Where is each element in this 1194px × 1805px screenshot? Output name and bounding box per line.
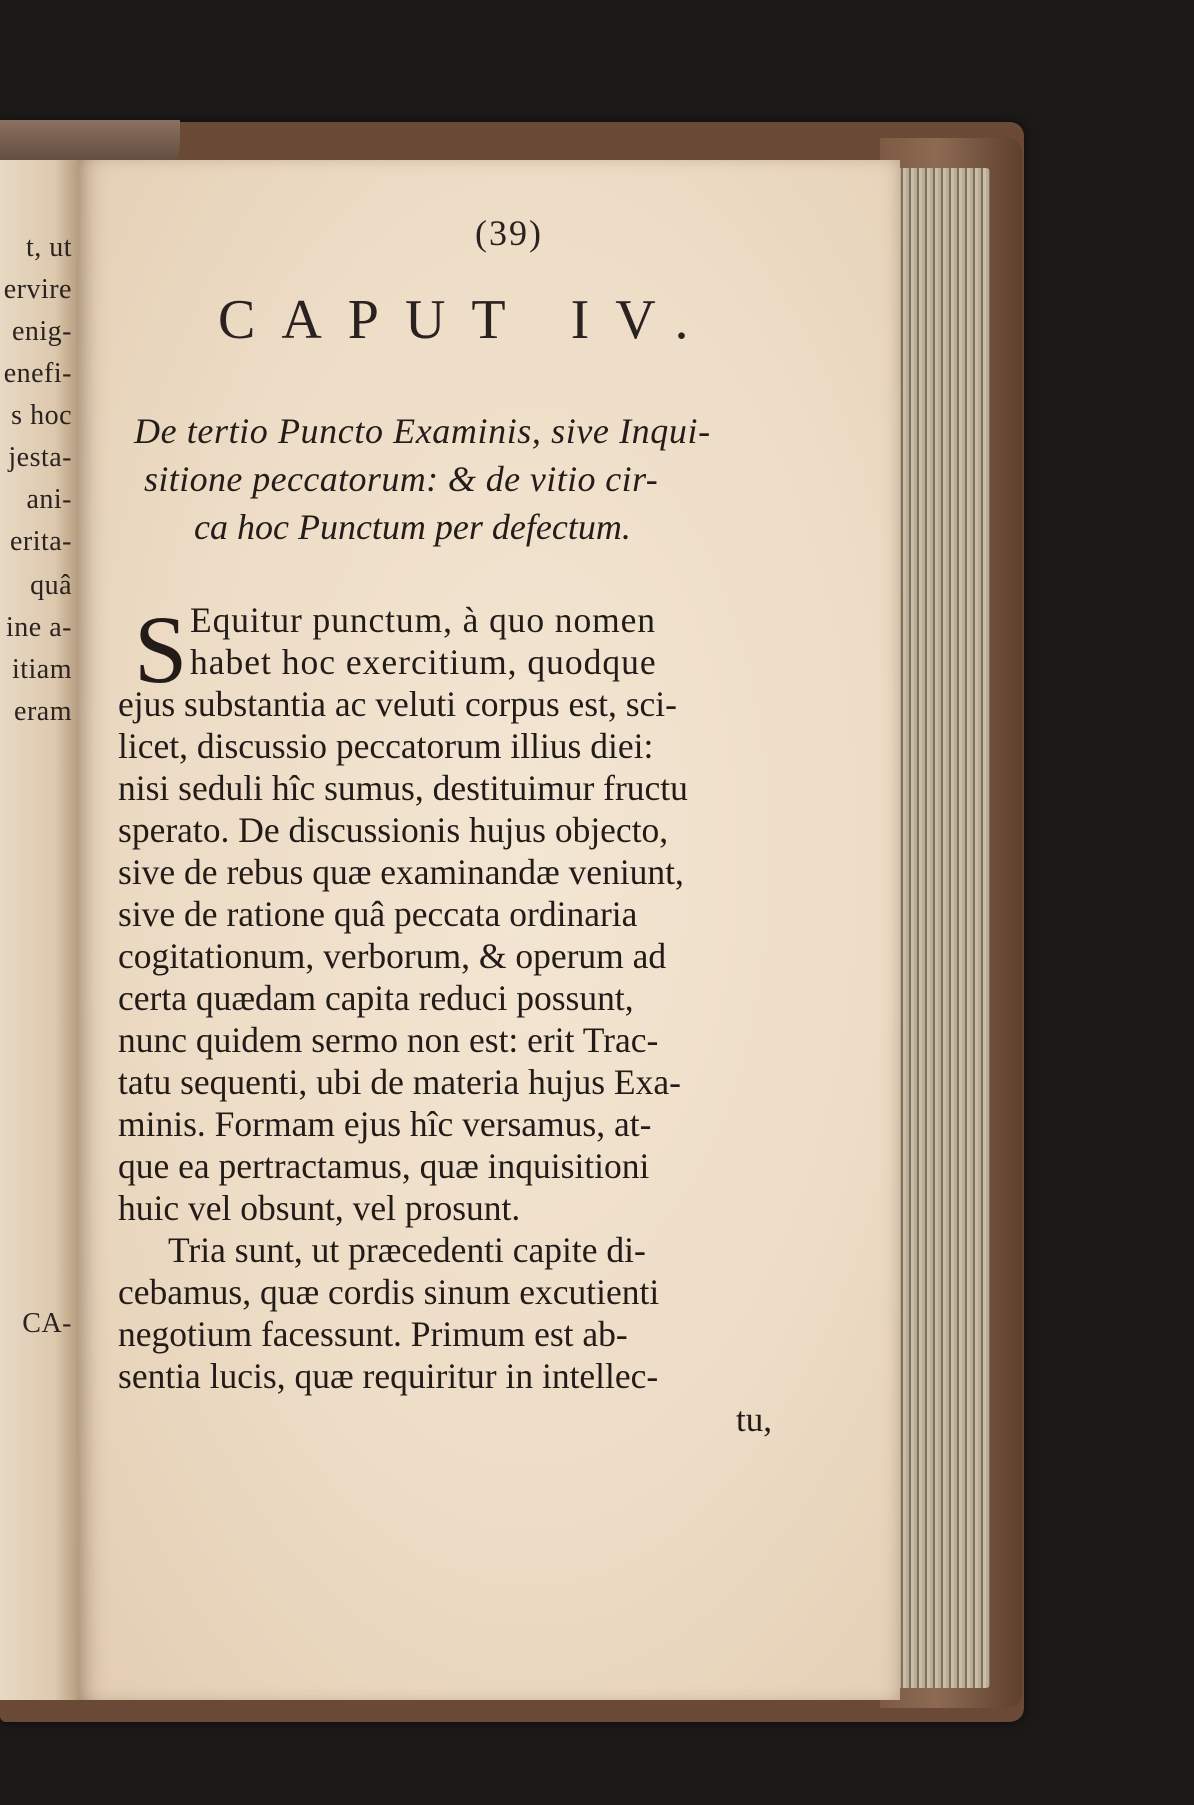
left-page-line: quâ: [30, 570, 72, 601]
body-line: nisi seduli hîc sumus, destituimur fructu: [118, 768, 688, 808]
body-line: negotium facessunt. Primum est ab-: [118, 1314, 628, 1354]
body-line: habet hoc exercitium, quodque: [190, 642, 657, 682]
body-line: nunc quidem sermo non est: erit Trac-: [118, 1020, 659, 1060]
body-line: sperato. De discussionis hujus objecto,: [118, 810, 669, 850]
left-page-line: eram: [14, 696, 72, 727]
page-edges: [890, 168, 990, 1688]
left-page-line: itiam: [11, 654, 72, 685]
left-page-line: s hoc: [11, 400, 72, 431]
left-page-catchword: CA-: [22, 1308, 72, 1339]
subtitle-line: De tertio Puncto Examinis, sive Inqui-: [134, 411, 711, 451]
chapter-title: CAPUT IV.: [218, 289, 715, 351]
left-facing-page: [0, 160, 78, 1700]
body-line: Tria sunt, ut præcedenti capite di-: [168, 1230, 646, 1270]
body-line: cogitationum, verborum, & operum ad: [118, 936, 667, 976]
catchword: tu,: [736, 1400, 772, 1439]
subtitle-line: ca hoc Punctum per defectum.: [194, 507, 631, 547]
left-page-line: ine a-: [6, 612, 72, 643]
subtitle-line: sitione peccatorum: & de vitio cir-: [144, 459, 659, 499]
page-number: (39): [475, 213, 543, 253]
body-line: que ea pertractamus, quæ inquisitioni: [118, 1146, 650, 1186]
drop-cap: S: [134, 596, 188, 703]
book-page: [78, 160, 900, 1700]
body-line: sive de rebus quæ examinandæ veniunt,: [118, 852, 684, 892]
body-line: huic vel obsunt, vel prosunt.: [118, 1188, 521, 1228]
body-line: ejus substantia ac veluti corpus est, sci-: [118, 684, 677, 724]
body-line: cebamus, quæ cordis sinum excutienti: [118, 1272, 660, 1312]
body-line: tatu sequenti, ubi de materia hujus Exa-: [118, 1062, 681, 1102]
body-line: minis. Formam ejus hîc versamus, at-: [118, 1104, 652, 1144]
left-page-line: erita-: [9, 526, 72, 557]
body-line: sive de ratione quâ peccata ordinaria: [118, 894, 638, 934]
left-page-line: jesta-: [8, 442, 72, 473]
body-line: sentia lucis, quæ requiritur in intellec-: [118, 1356, 659, 1396]
body-line: Equitur punctum, à quo nomen: [190, 600, 656, 640]
left-page-line: t, ut: [25, 232, 72, 263]
body-line: licet, discussio peccatorum illius diei:: [118, 726, 654, 766]
left-page-line: ani-: [26, 484, 72, 515]
left-page-line: enefi-: [3, 358, 72, 389]
body-line: certa quædam capita reduci possunt,: [118, 978, 634, 1018]
left-page-line: enig-: [11, 316, 72, 347]
left-page-line: ervire: [3, 274, 72, 305]
